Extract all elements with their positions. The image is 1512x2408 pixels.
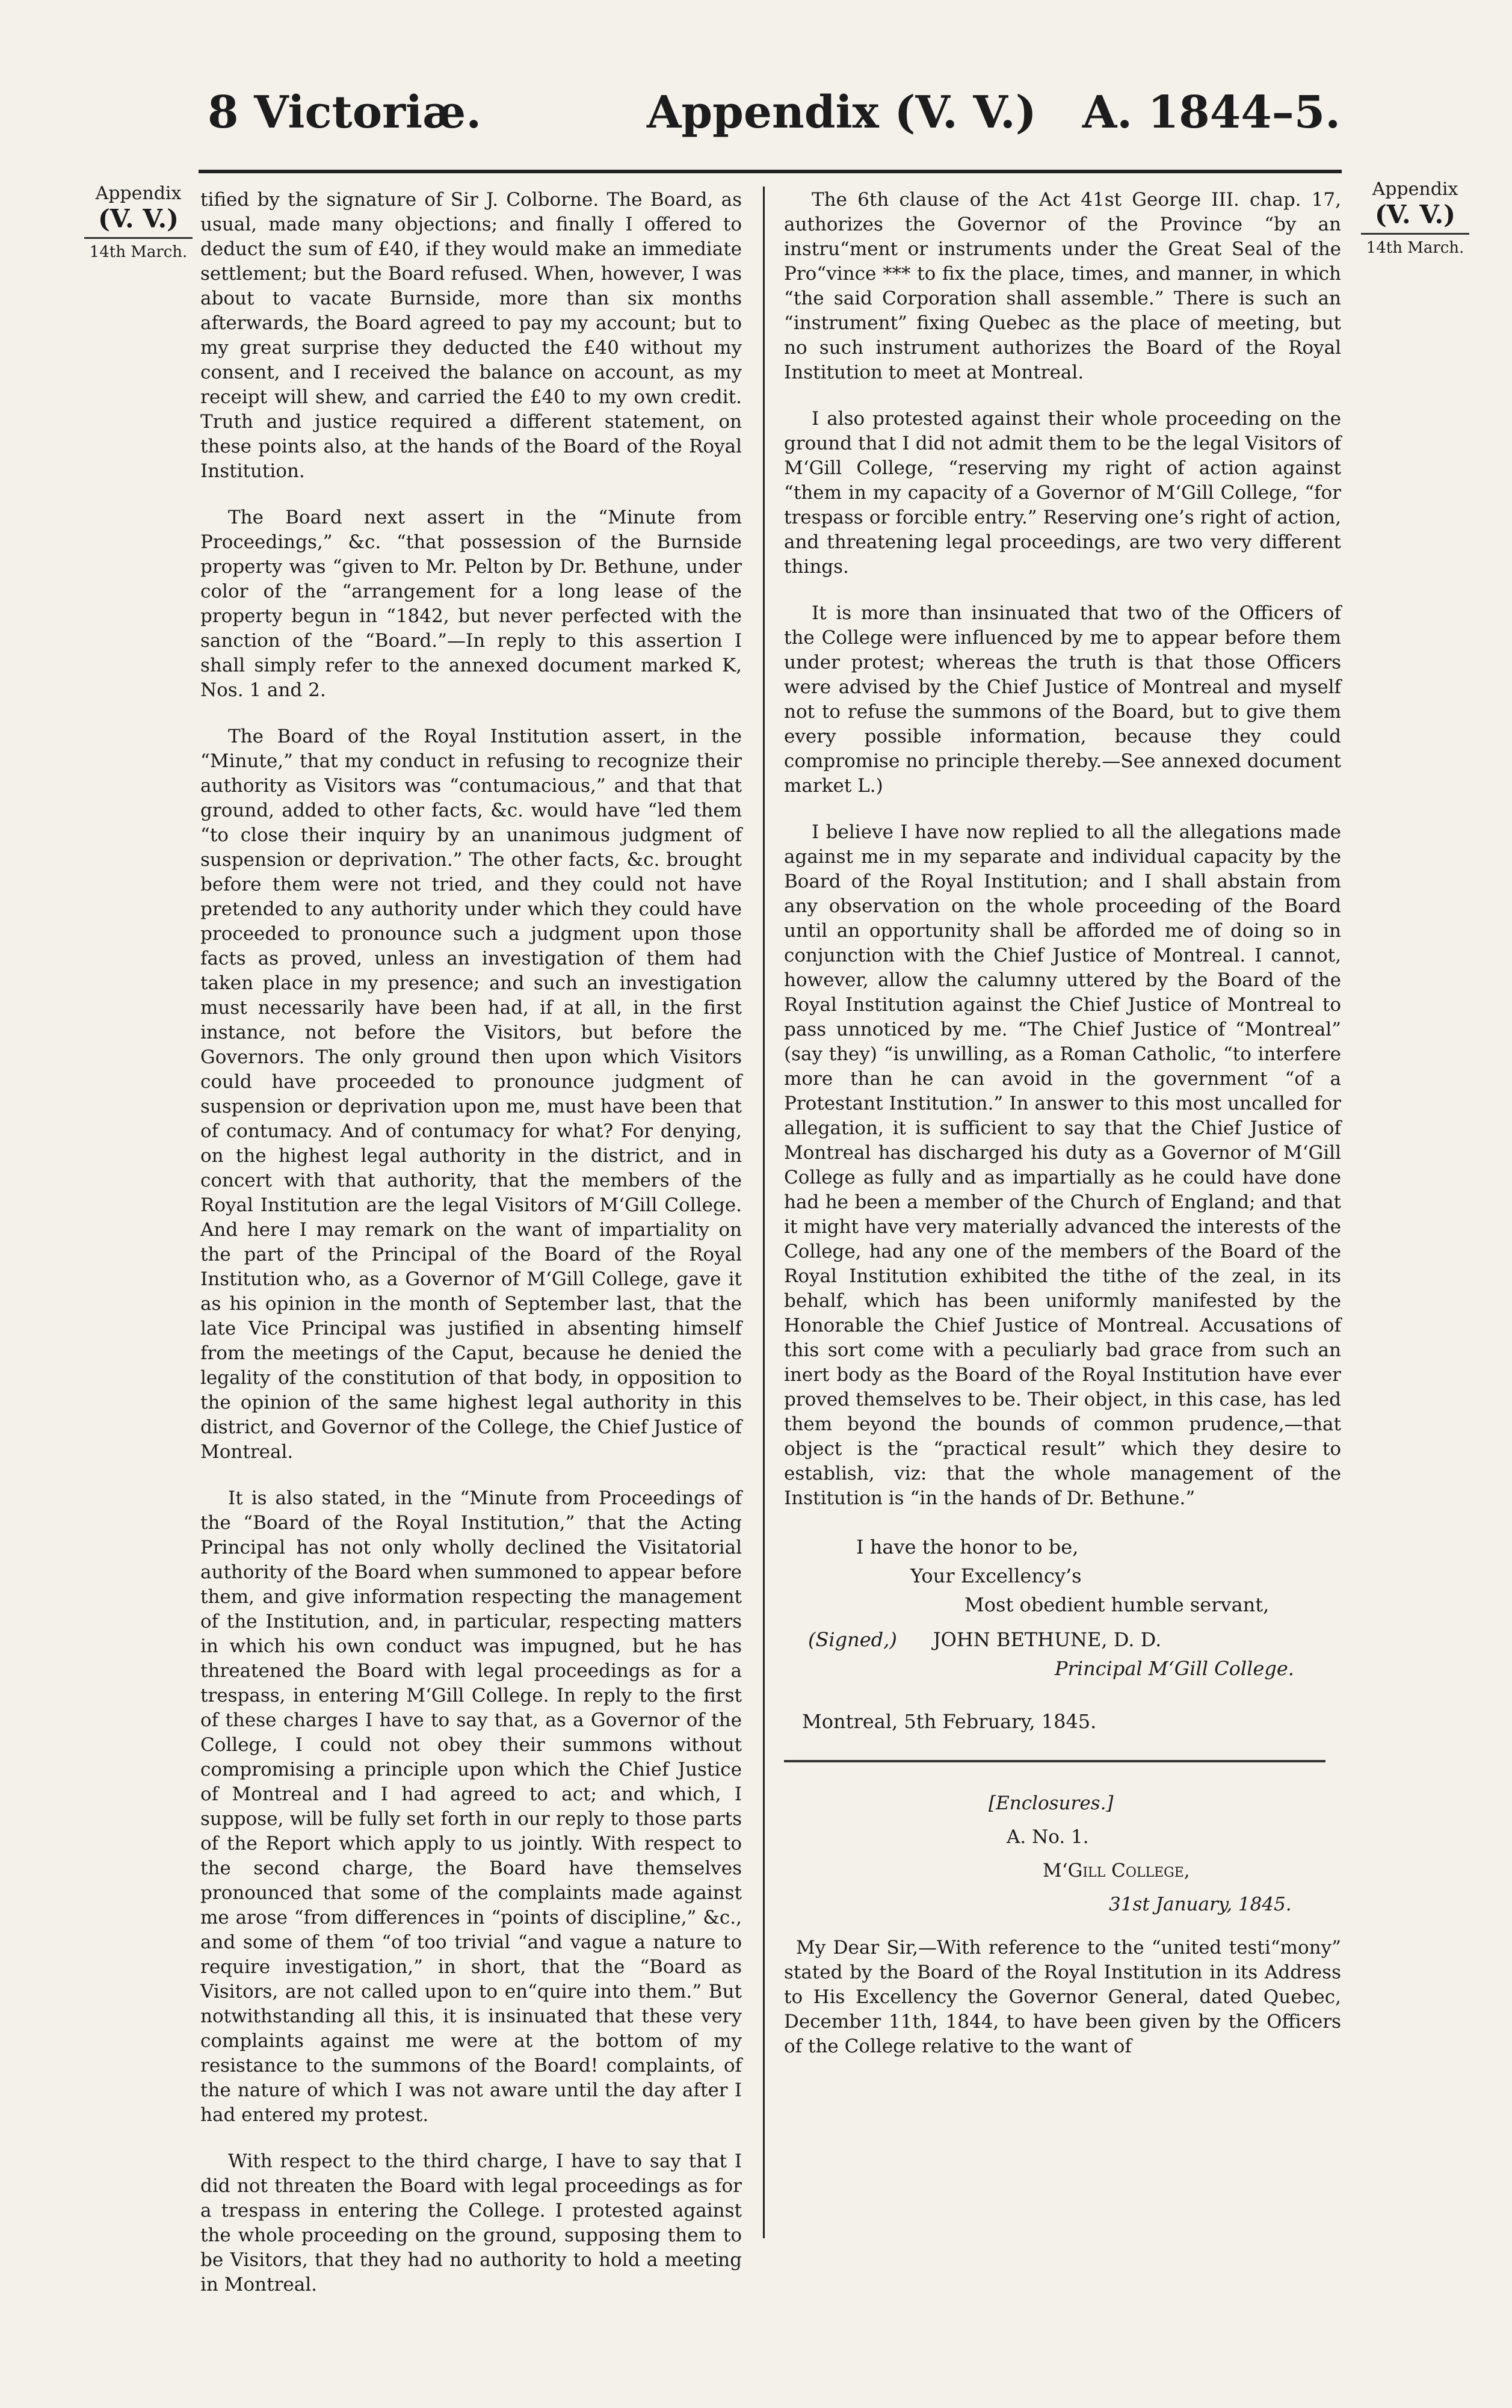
closing-line: Most obedient humble servant, [964, 1593, 1270, 1616]
paragraph: It is also stated, in the “Minute from Proceedings of the “Board of the Royal Institution,” that the Acting Principal has not only wholly declined the Visitatorial authority of the Board when summoned to appear before them, and give information respecting the management of the Institution, and, in particular, respecting matters in which his own conduct was impugned, but he has threatened the Board with legal proceedings as for a trespass, in entering M‘Gill College. In reply to the first of these charges I have to say that, as a Governor of the College, I could not obey their summons without compromising a principle upon which the Chief Justice of Montreal and I had agreed to act; and which, I suppose, will be fully set forth in our reply to those parts of the Report which apply to us jointly. With respect to the second charge, the Board have themselves pronounced that some of the complaints made against me arose “from differences in “points of discipline,” &c., and some of them “of too trivial “and vague a nature to require investigation,” in short, that the “Board as Visitors, are not called upon to en“quire into them.” But notwithstanding all this, it is insinuated that these very complaints against me were at the bottom of my resistance to the summons of the Board! complaints, of the nature of which I was not aware until the day after I had entered my protest. [200, 1487, 742, 2126]
paragraph: The Board next assert in the “Minute from Proceedings,” &c. “that possession of the Burnside property was “given to Mr. Pelton by Dr. Bethune, under color of the “arrangement for a long lease of the property begun in “1842, but never perfected with the sanction of the “Board.”—In reply to this assertion I shall simply refer to the annexed document marked K, Nos. 1 and 2. [200, 507, 742, 701]
margin-note-date: 14th March. [84, 237, 193, 262]
signed-marker: (Signed,) [808, 1628, 897, 1651]
enclosure-college: M‘Gill College, [1043, 1860, 1190, 1882]
paragraph: I also protested against their whole proceeding on the ground that I did not admit them to be the legal Visitors of M‘Gill College, “reserving my right of action against “them in my capacity of a Governor of M‘Gill College, “for trespass or forcible entry.” Reserving one’s right of action, and threatening legal proceedings, are two very different things. [784, 408, 1341, 578]
signatory-name: JOHN BETHUNE, D. D. [933, 1628, 1162, 1651]
paragraph: I believe I have now replied to all the allegations made against me in my separate and individual capacity by the Board of the Royal Institution; and I shall abstain from any observation on the whole proceeding of the Board until an opportunity shall be afforded me of doing so in conjunction with the Chief Justice of Montreal. I cannot, however, allow the calumny uttered by the Board of the Royal Institution against the Chief Justice of Montreal to pass unnoticed by me. “The Chief Justice of “Montreal” (say they) “is unwilling, as a Roman Catholic, “to interfere more than he can avoid in the government “of a Protestant Institution.” In answer to this most uncalled for allegation, it is sufficient to say that the Chief Justice of Montreal has discharged his duty as a Governor of M‘Gill College as fully and as impartially as he could have done had he been a member of the Church of England; and that it might have very materially advanced the interests of the College, had any one of the members of the Board of the Royal Institution exhibited the tithe of the zeal, in its behalf, which has been uniformly manifested by the Honorable the Chief Justice of Montreal. Accusations of this sort come with a peculiarly bad grace from such an inert body as the Board of the Royal Institution have ever proved themselves to be. Their object, in this case, has led them beyond the bounds of common prudence,—that object is the “practical result” which they desire to establish, viz: that the whole management of the Institution is “in the hands of Dr. Bethune.” [784, 821, 1341, 1509]
margin-note-label: Appendix [95, 183, 182, 204]
header-session: 8 Victoriæ. [208, 87, 482, 138]
margin-note-left [84, 184, 193, 262]
header-appendix: Appendix (V. V.) [647, 87, 1037, 138]
margin-note-code: (V. V.) [97, 203, 179, 233]
enclosures-section [784, 1786, 1341, 2059]
closing-line: I have the honor to be, [856, 1536, 1079, 1558]
place-date: Montreal, 5th February, 1845. [802, 1710, 1097, 1733]
margin-note-label: Appendix [1372, 179, 1458, 200]
margin-note-right [1361, 179, 1469, 258]
left-column [200, 188, 742, 2295]
paragraph: The 6th clause of the Act 41st George III. chap. 17, authorizes the Governor of the Province “by an instru“ment or instruments under the Great Seal of the Pro“vince *** to fix the place, times, and manner, in which “the said Corporation shall assemble.” There is such an “instrument” fixing Quebec as the place of meeting, but no such instrument authorizes the Board of the Royal Institution to meet at Montreal. [784, 189, 1341, 383]
enclosure-date: 31st January, 1845. [1109, 1894, 1292, 1915]
section-rule [784, 1760, 1325, 1762]
paragraph: tified by the signature of Sir J. Colborne. The Board, as usual, made many objections; and finally I offered to deduct the sum of £40, if they would make an immediate settlement; but the Board refused. When, however, I was about to vacate Burnside, more than six months afterwards, the Board agreed to pay my account; but to my great surprise they deducted the £40 without my consent, and I received the balance on account, as my receipt will shew, and carried the £40 to my own credit. Truth and justice required a different statement, on these points also, at the hands of the Board of the Royal Institution. [200, 189, 742, 482]
enclosures-heading: [Enclosures.] [989, 1792, 1114, 1814]
paragraph: It is more than insinuated that two of the Officers of the College were influenced by me to appear before them under protest; whereas the truth is that those Officers were advised by the Chief Justice of Montreal and myself not to refuse the summons of the Board, but to give them every possible information, because they could compromise no principle thereby.—See annexed document market L.) [784, 602, 1341, 797]
right-column [784, 188, 1341, 2081]
column-divider [763, 187, 765, 2238]
paragraph: With respect to the third charge, I have to say that I did not threaten the Board with legal proceedings as for a trespass in entering the College. I protested against the whole proceeding on the ground, supposing them to be Visitors, that they had no authority to hold a meeting in Montreal. [200, 2150, 742, 2295]
enclosure-item: A. No. 1. [1007, 1826, 1089, 1848]
header-rule [199, 170, 1342, 173]
enclosure-letter: My Dear Sir,—With reference to the “united testi“mony” stated by the Board of the Royal Institution in its Address to His Excellency the Governor General, dated Quebec, December 11th, 1844, to have been given by the Officers of the College relative to the want of [784, 1937, 1341, 2057]
header-year: A. 1844–5. [1082, 87, 1341, 138]
signature-row [808, 1625, 1341, 1654]
letter-closing [784, 1533, 1341, 1736]
paragraph: The Board of the Royal Institution assert, in the “Minute,” that my conduct in refusing to recognize their authority as Visitors was “contumacious,” and that that ground, added to other facts, &c. would have “led them “to close their inquiry by an unanimous judgment of suspension or deprivation.” The other facts, &c. brought before them were not tried, and they could not have pretended to any authority under which they could have proceeded to pronounce such a judgment upon those facts as proved, unless an investigation of them had taken place in my presence; and such an investigation must necessarily have been had, if at all, in the first instance, not before the Visitors, but before the Governors. The only ground then upon which Visitors could have proceeded to pronounce judgment of suspension or deprivation upon me, must have been that of contumacy. And of contumacy for what? For denying, on the highest legal authority in the district, and in concert with that authority, that the members of the Royal Institution are the legal Visitors of M‘Gill College. And here I may remark on the want of impartiality on the part of the Principal of the Board of the Royal Institution who, as a Governor of M‘Gill College, gave it as his opinion in the month of September last, that the late Vice Principal was justified in absenting himself from the meetings of the Caput, because he denied the legality of the constitution of that body, in opposition to the opinion of the same highest legal authority in this district, and Governor of the College, the Chief Justice of Montreal. [200, 726, 742, 1463]
signatory-title: Principal M‘Gill College. [1055, 1657, 1294, 1680]
closing-line: Your Excellency’s [910, 1564, 1082, 1587]
margin-note-code: (V. V.) [1374, 199, 1456, 229]
margin-note-date: 14th March. [1361, 233, 1469, 258]
